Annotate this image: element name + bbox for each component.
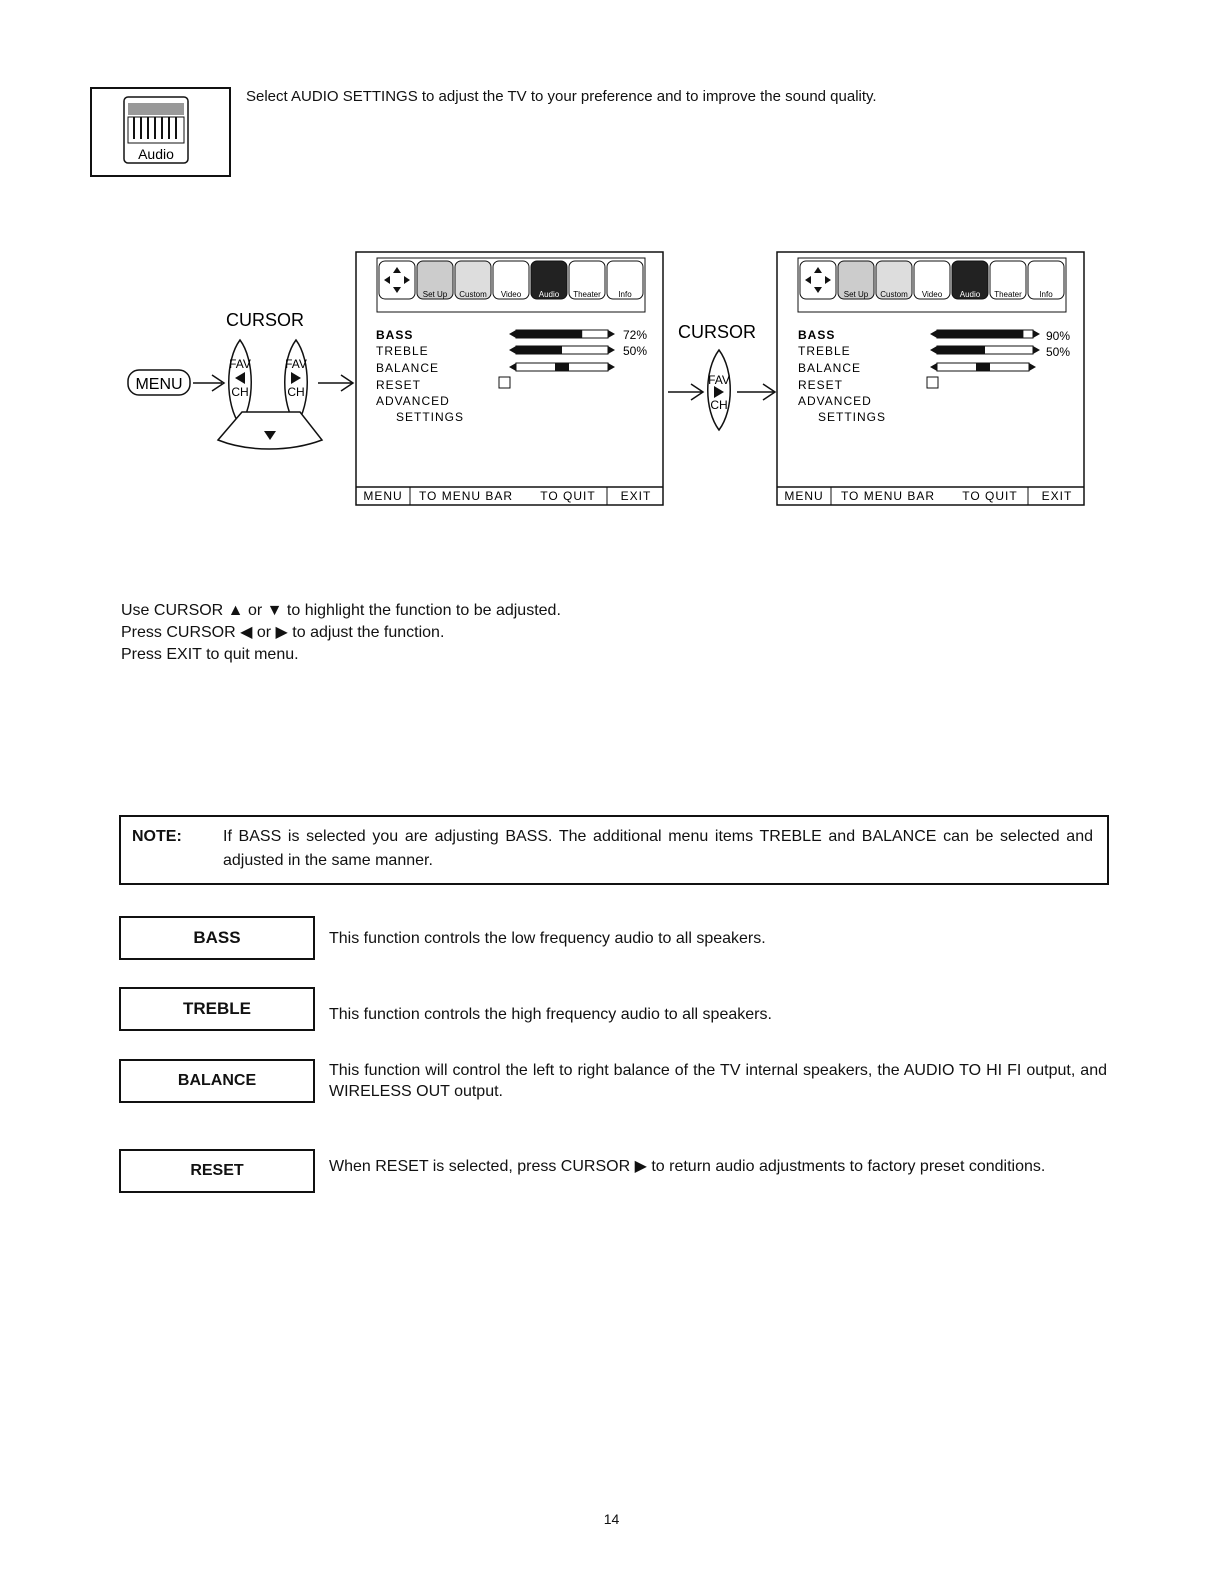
function-desc-reset: When RESET is selected, press CURSOR ▶ to return audio adjustments to factory preset conditions.: [329, 1158, 1046, 1175]
reset-checkbox[interactable]: [927, 377, 938, 388]
bass-slider-fill: [937, 330, 1023, 338]
menu-screen-1: [356, 252, 663, 505]
instruction-line: Press CURSOR ◀ or ▶ to adjust the function.: [121, 624, 445, 641]
arrow-right-icon: [668, 384, 703, 400]
footer-to-menu-bar: TO MENU BAR: [840, 489, 936, 503]
fav-right-label: FAV: [285, 357, 307, 371]
fav-left-label: FAV: [229, 357, 251, 371]
footer-to-menu-bar: TO MENU BAR: [418, 489, 514, 503]
tab-label: Set Up: [422, 290, 448, 299]
treble-slider-fill: [516, 346, 562, 354]
note-box: [119, 815, 1109, 885]
tab-label: Video: [921, 290, 943, 299]
ch-right-label: CH: [287, 385, 305, 399]
treble-slider-fill: [937, 346, 985, 354]
fav-right-label: FAV: [708, 373, 730, 387]
tab-label: Custom: [459, 290, 487, 299]
cursor-down-button[interactable]: [218, 412, 322, 449]
tab-label: Audio: [959, 290, 981, 299]
function-desc-balance: This function will control the left to right balance of the TV internal speakers, the AUDIO TO HI FI output, and WIRELESS OUT output.: [329, 1062, 1107, 1100]
tab-label: Theater: [994, 290, 1022, 299]
balance-slider-marker: [976, 363, 990, 371]
menu-item-bass[interactable]: BASS: [376, 328, 414, 342]
ch-left-label: CH: [231, 385, 249, 399]
function-desc-treble: This function controls the high frequency audio to all speakers.: [329, 1006, 772, 1023]
footer-to-quit: TO QUIT: [540, 489, 596, 503]
menu-item-bass[interactable]: BASS: [798, 328, 836, 342]
note-text: If BASS is selected you are adjusting BASS. The additional menu items TREBLE and BALANCE can be selected and adjusted in the same manner.: [223, 828, 1093, 869]
function-desc-bass: This function controls the low frequency audio to all speakers.: [329, 930, 766, 947]
function-label-treble: TREBLE: [119, 987, 315, 1031]
cursor-label-2: CURSOR: [678, 322, 757, 342]
menu-item-advanced[interactable]: ADVANCED: [376, 394, 450, 408]
menu-item-balance[interactable]: BALANCE: [376, 361, 440, 375]
function-label-bass: BASS: [119, 916, 315, 960]
menu-item-settings: SETTINGS: [818, 410, 887, 424]
audio-icon-box: [90, 87, 231, 177]
menu-item-settings: SETTINGS: [396, 410, 465, 424]
tab-label: Info: [618, 290, 632, 299]
tab-label: Video: [500, 290, 522, 299]
menu-item-advanced[interactable]: ADVANCED: [798, 394, 872, 408]
ch-right-label: CH: [710, 398, 728, 412]
tab-label: Info: [1039, 290, 1053, 299]
menu-item-reset[interactable]: RESET: [376, 378, 422, 392]
instruction-line: Use CURSOR ▲ or ▼ to highlight the function to be adjusted.: [121, 602, 561, 619]
page-number: 14: [603, 1511, 620, 1527]
tab-label: Custom: [880, 290, 908, 299]
arrow-right-icon: [737, 384, 775, 400]
menu-screen-2: [777, 252, 1084, 505]
treble-value: 50%: [623, 344, 648, 358]
tab-label: Set Up: [843, 290, 869, 299]
menu-item-treble[interactable]: TREBLE: [376, 344, 429, 358]
arrow-right-icon: [318, 375, 353, 391]
tab-label: Theater: [573, 290, 601, 299]
balance-slider-marker: [555, 363, 569, 371]
audio-icon-label: Audio: [138, 146, 174, 162]
footer-exit: EXIT: [1041, 489, 1073, 503]
intro-text: Select AUDIO SETTINGS to adjust the TV to your preference and to improve the sound quality.: [246, 88, 877, 105]
menu-button-label: MENU: [135, 376, 183, 393]
footer-menu: MENU: [363, 489, 403, 503]
menu-item-balance[interactable]: BALANCE: [798, 361, 862, 375]
instructions: [121, 600, 561, 666]
tab-label: Audio: [538, 290, 560, 299]
footer-to-quit: TO QUIT: [962, 489, 1018, 503]
function-label-reset: RESET: [119, 1149, 315, 1193]
bass-value: 72%: [623, 328, 648, 342]
audio-icon: [92, 89, 229, 175]
menu-item-reset[interactable]: RESET: [798, 378, 844, 392]
footer-menu: MENU: [784, 489, 824, 503]
footer-exit: EXIT: [620, 489, 652, 503]
instruction-line: Press EXIT to quit menu.: [121, 646, 299, 663]
reset-checkbox[interactable]: [499, 377, 510, 388]
note-label: NOTE:: [132, 828, 182, 845]
treble-value: 50%: [1046, 345, 1071, 359]
bass-slider-fill: [516, 330, 582, 338]
cursor-label-1: CURSOR: [226, 310, 305, 330]
bass-value: 90%: [1046, 329, 1071, 343]
arrow-right-icon: [193, 375, 224, 391]
menu-diagram: [0, 240, 1223, 520]
function-label-balance: BALANCE: [119, 1059, 315, 1103]
menu-item-treble[interactable]: TREBLE: [798, 344, 851, 358]
